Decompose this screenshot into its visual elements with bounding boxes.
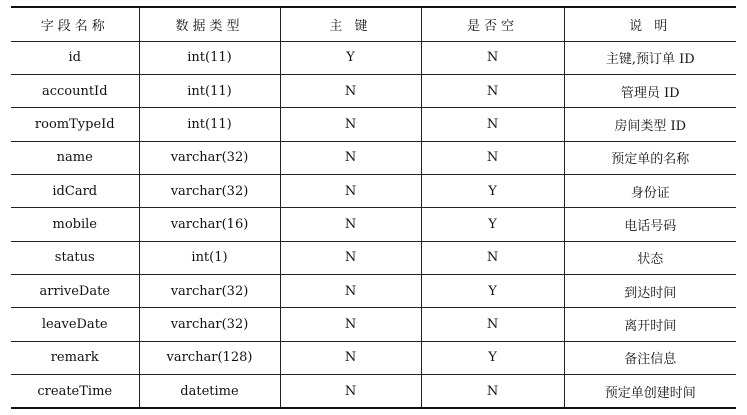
cell-data-type: varchar(32) (139, 141, 280, 174)
cell-field-name: createTime (11, 375, 139, 408)
cell-data-type: varchar(32) (139, 275, 280, 308)
table-row (11, 308, 736, 341)
cell-field-name: status (11, 241, 139, 274)
cell-primary-key: N (280, 275, 421, 308)
cell-data-type: datetime (139, 375, 280, 408)
cell-field-name: remark (11, 341, 139, 374)
cell-nullable: N (421, 141, 564, 174)
cell-nullable: Y (421, 341, 564, 374)
cell-description: 预定单的名称 (564, 141, 736, 174)
table-header-row (11, 7, 736, 41)
cell-primary-key: N (280, 141, 421, 174)
table-row (11, 174, 736, 207)
cell-nullable: N (421, 108, 564, 141)
header-description: 说 明 (564, 7, 736, 41)
table-row (11, 275, 736, 308)
cell-primary-key: N (280, 174, 421, 207)
cell-description: 管理员 ID (564, 74, 736, 107)
table-row (11, 41, 736, 74)
cell-nullable: N (421, 308, 564, 341)
cell-primary-key: N (280, 341, 421, 374)
cell-description: 备注信息 (564, 341, 736, 374)
table-row (11, 74, 736, 107)
cell-nullable: N (421, 74, 564, 107)
header-primary-key: 主 键 (280, 7, 421, 41)
cell-description: 预定单创建时间 (564, 375, 736, 408)
cell-description: 状态 (564, 241, 736, 274)
cell-field-name: roomTypeId (11, 108, 139, 141)
cell-description: 房间类型 ID (564, 108, 736, 141)
cell-field-name: mobile (11, 208, 139, 241)
cell-nullable: N (421, 375, 564, 408)
cell-field-name: accountId (11, 74, 139, 107)
cell-description: 电话号码 (564, 208, 736, 241)
cell-field-name: leaveDate (11, 308, 139, 341)
cell-data-type: int(11) (139, 74, 280, 107)
cell-primary-key: Y (280, 41, 421, 74)
cell-field-name: arriveDate (11, 275, 139, 308)
cell-data-type: int(11) (139, 108, 280, 141)
cell-field-name: name (11, 141, 139, 174)
cell-description: 身份证 (564, 174, 736, 207)
cell-field-name: idCard (11, 174, 139, 207)
cell-data-type: varchar(32) (139, 174, 280, 207)
cell-nullable: N (421, 241, 564, 274)
cell-primary-key: N (280, 375, 421, 408)
cell-primary-key: N (280, 74, 421, 107)
cell-data-type: varchar(128) (139, 341, 280, 374)
cell-data-type: int(11) (139, 41, 280, 74)
table-row (11, 241, 736, 274)
cell-data-type: varchar(32) (139, 308, 280, 341)
cell-primary-key: N (280, 208, 421, 241)
header-nullable: 是否空 (421, 7, 564, 41)
header-data-type: 数据类型 (139, 7, 280, 41)
cell-field-name: id (11, 41, 139, 74)
table-row (11, 375, 736, 408)
cell-nullable: Y (421, 275, 564, 308)
cell-nullable: N (421, 41, 564, 74)
header-field-name: 字段名称 (11, 7, 139, 41)
cell-nullable: Y (421, 208, 564, 241)
table-row (11, 108, 736, 141)
cell-description: 离开时间 (564, 308, 736, 341)
cell-description: 主键,预订单 ID (564, 41, 736, 74)
field-definition-table (11, 6, 736, 409)
cell-data-type: varchar(16) (139, 208, 280, 241)
table-row (11, 208, 736, 241)
cell-nullable: Y (421, 174, 564, 207)
table-row (11, 341, 736, 374)
table-row (11, 141, 736, 174)
cell-description: 到达时间 (564, 275, 736, 308)
cell-primary-key: N (280, 108, 421, 141)
cell-data-type: int(1) (139, 241, 280, 274)
cell-primary-key: N (280, 241, 421, 274)
cell-primary-key: N (280, 308, 421, 341)
